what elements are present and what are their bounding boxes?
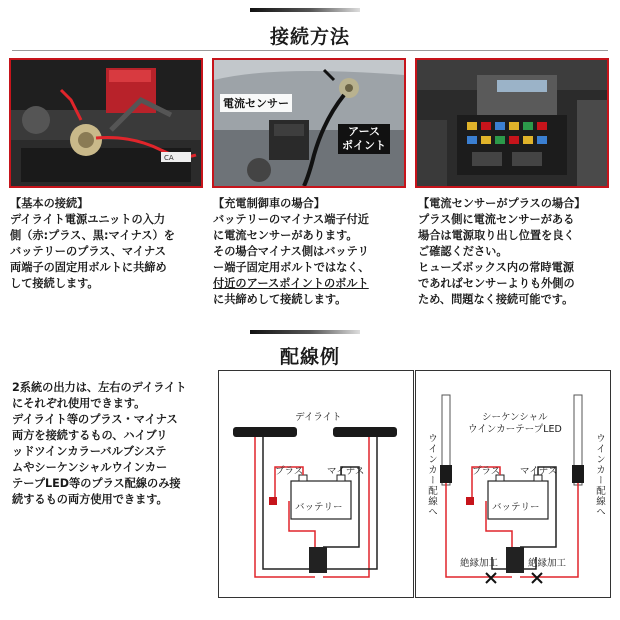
- heading-bar: [250, 8, 360, 12]
- label-sequential: シーケンシャル: [482, 412, 548, 423]
- desc-line: 【電流センサーがプラスの場合】: [418, 197, 586, 210]
- desc-line: 側（赤:プラス、黒:マイナス）を: [10, 229, 175, 242]
- label-battery: バッテリー: [295, 502, 343, 513]
- desc-line: して接続します。: [10, 277, 99, 290]
- label-ground-line-2: ポイント: [342, 139, 386, 152]
- desc-line: 【充電制御車の場合】: [213, 197, 325, 210]
- desc-line: バッテリーのプラス、マイナス: [10, 245, 166, 258]
- desc-line: デイライト電源ユニットの入力: [10, 213, 166, 226]
- desc-line: プラス側に電流センサーがある: [418, 213, 575, 226]
- desc-line: に共締めして接続します。: [213, 293, 347, 306]
- desc-line: その場合マイナス側はバッテリ: [213, 245, 369, 258]
- intro-line: ッドツインカラーバルブシステ: [12, 445, 167, 458]
- label-ground-line-1: アース: [347, 125, 381, 138]
- diagram-daylight: [218, 370, 414, 598]
- svg-text:CA: CA: [164, 154, 174, 162]
- label-winker-wire-right: ウインカー配線へ: [594, 433, 605, 517]
- desc-line: 【基本の接続】: [10, 197, 89, 210]
- label-insulate-right: 絶縁加工: [528, 558, 567, 569]
- desc-line: バッテリーのマイナス端子付近: [213, 213, 369, 226]
- intro-line: にそれぞれ使用できます。: [12, 397, 146, 410]
- label-minus: マイナス: [520, 466, 558, 477]
- desc-line: ヒューズボックス内の常時電源: [418, 261, 574, 274]
- photo-basic-connection: [9, 58, 203, 188]
- intro-line: 2系統の出力は、左右のデイライト: [12, 381, 187, 394]
- photo-current-sensor: [212, 58, 406, 188]
- label-ground-point: [338, 124, 390, 154]
- description-charge-control: [213, 196, 407, 308]
- intro-line: 両方を接続するもの、ハイブリ: [12, 429, 168, 442]
- desc-line: 場合は電源取り出し位置を良く: [418, 229, 575, 242]
- desc-line: ご確認ください。: [418, 245, 508, 258]
- desc-line: ため、問題なく接続可能です。: [418, 293, 574, 306]
- section-title-connection: 接続方法: [269, 26, 350, 48]
- label-plus: プラス: [472, 466, 501, 477]
- desc-line: ー端子固定用ボルトではなく、: [213, 261, 370, 274]
- description-sensor-plus: [418, 196, 612, 308]
- label-daylight: デイライト: [295, 412, 342, 423]
- desc-line: に電流センサーがあります。: [213, 229, 358, 242]
- label-insulate-left: 絶縁加工: [460, 558, 499, 569]
- diagram-sequential-tape: [415, 370, 611, 598]
- label-winker-wire-left: ウインカー配線へ: [426, 433, 437, 517]
- label-winker-tape-led: ウインカーテープLED: [468, 424, 562, 435]
- photo-fuse-box: [415, 58, 609, 188]
- section-title-wiring: 配線例: [279, 346, 340, 368]
- section-divider: [12, 50, 608, 51]
- intro-line: 続するもの両方使用できます。: [12, 493, 168, 506]
- wiring-intro: [12, 380, 212, 508]
- label-current-sensor: 電流センサー: [220, 94, 292, 112]
- desc-line: 両端子の固定用ボルトに共締め: [10, 261, 167, 274]
- description-basic: [10, 196, 204, 292]
- intro-line: テープLED等のプラス配線のみ接: [12, 477, 181, 490]
- label-plus: プラス: [275, 466, 304, 477]
- label-minus: マイナス: [327, 466, 365, 477]
- label-battery: バッテリー: [492, 502, 540, 513]
- heading-bar: [250, 330, 360, 334]
- intro-line: デイライト等のプラス・マイナス: [12, 413, 178, 426]
- desc-line: であればセンサーよりも外側の: [418, 277, 575, 290]
- intro-line: ムやシーケンシャルウインカー: [12, 461, 168, 474]
- desc-line: 付近のアースポイントのボルト: [213, 277, 369, 290]
